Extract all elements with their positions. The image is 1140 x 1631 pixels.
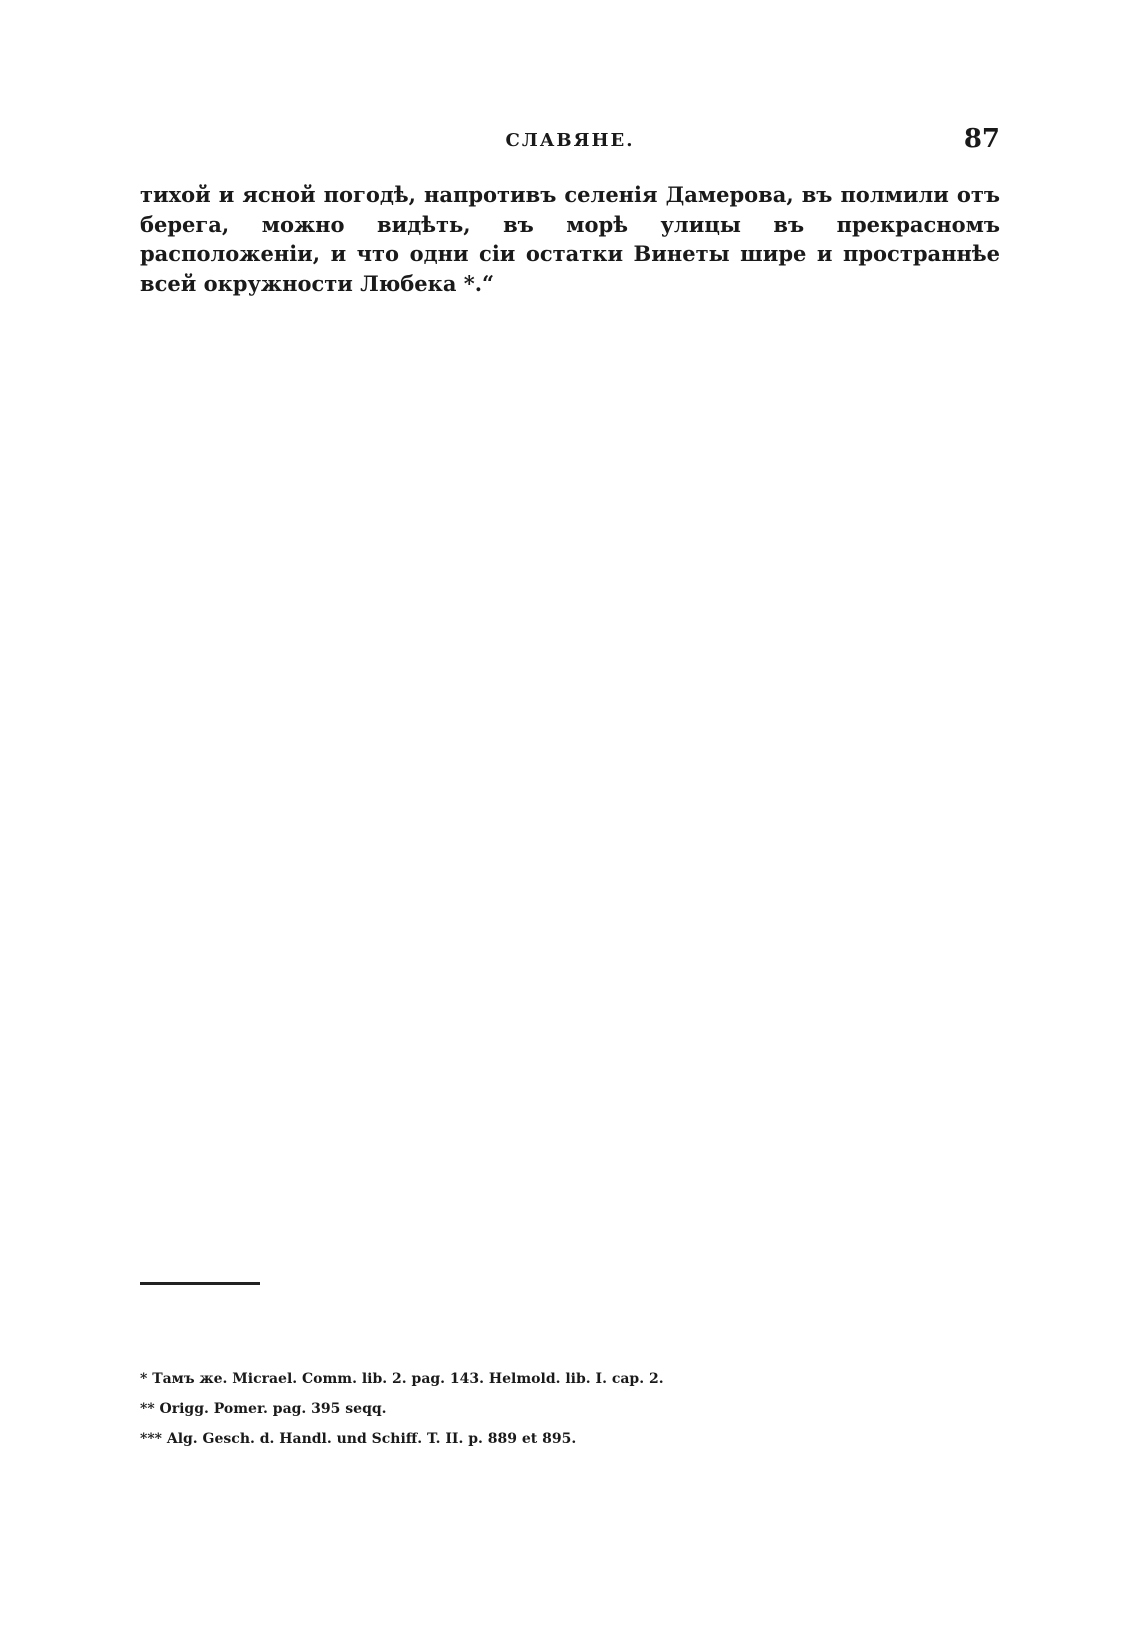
page-number: 87: [963, 124, 1000, 154]
footnote: *** Alg. Gesch. d. Handl. und Schiff. T. II. p. 889 et 895.: [140, 1431, 577, 1447]
footnote-rule: [140, 1282, 260, 1285]
footnote: * Тамъ же. Micrael. Comm. lib. 2. pag. 143. Helmold. lib. I. cap. 2.: [140, 1371, 664, 1387]
running-title: СЛАВЯНЕ.: [505, 130, 635, 151]
footnote: ** Origg. Pomer. pag. 395 seqq.: [140, 1401, 387, 1417]
paragraph: тихой и ясной погодѣ, напротивъ селенія Дамерова, въ полмили отъ берега, можно видѣть, въ морѣ улицы въ прекрасномъ расположеніи, и что одни сіи остатки Винеты шире и пространнѣе всей окружности Любека *.“: [140, 182, 1000, 296]
page-header: [140, 124, 1000, 160]
body-text: [140, 180, 1000, 298]
footnotes: [140, 1364, 1000, 1454]
